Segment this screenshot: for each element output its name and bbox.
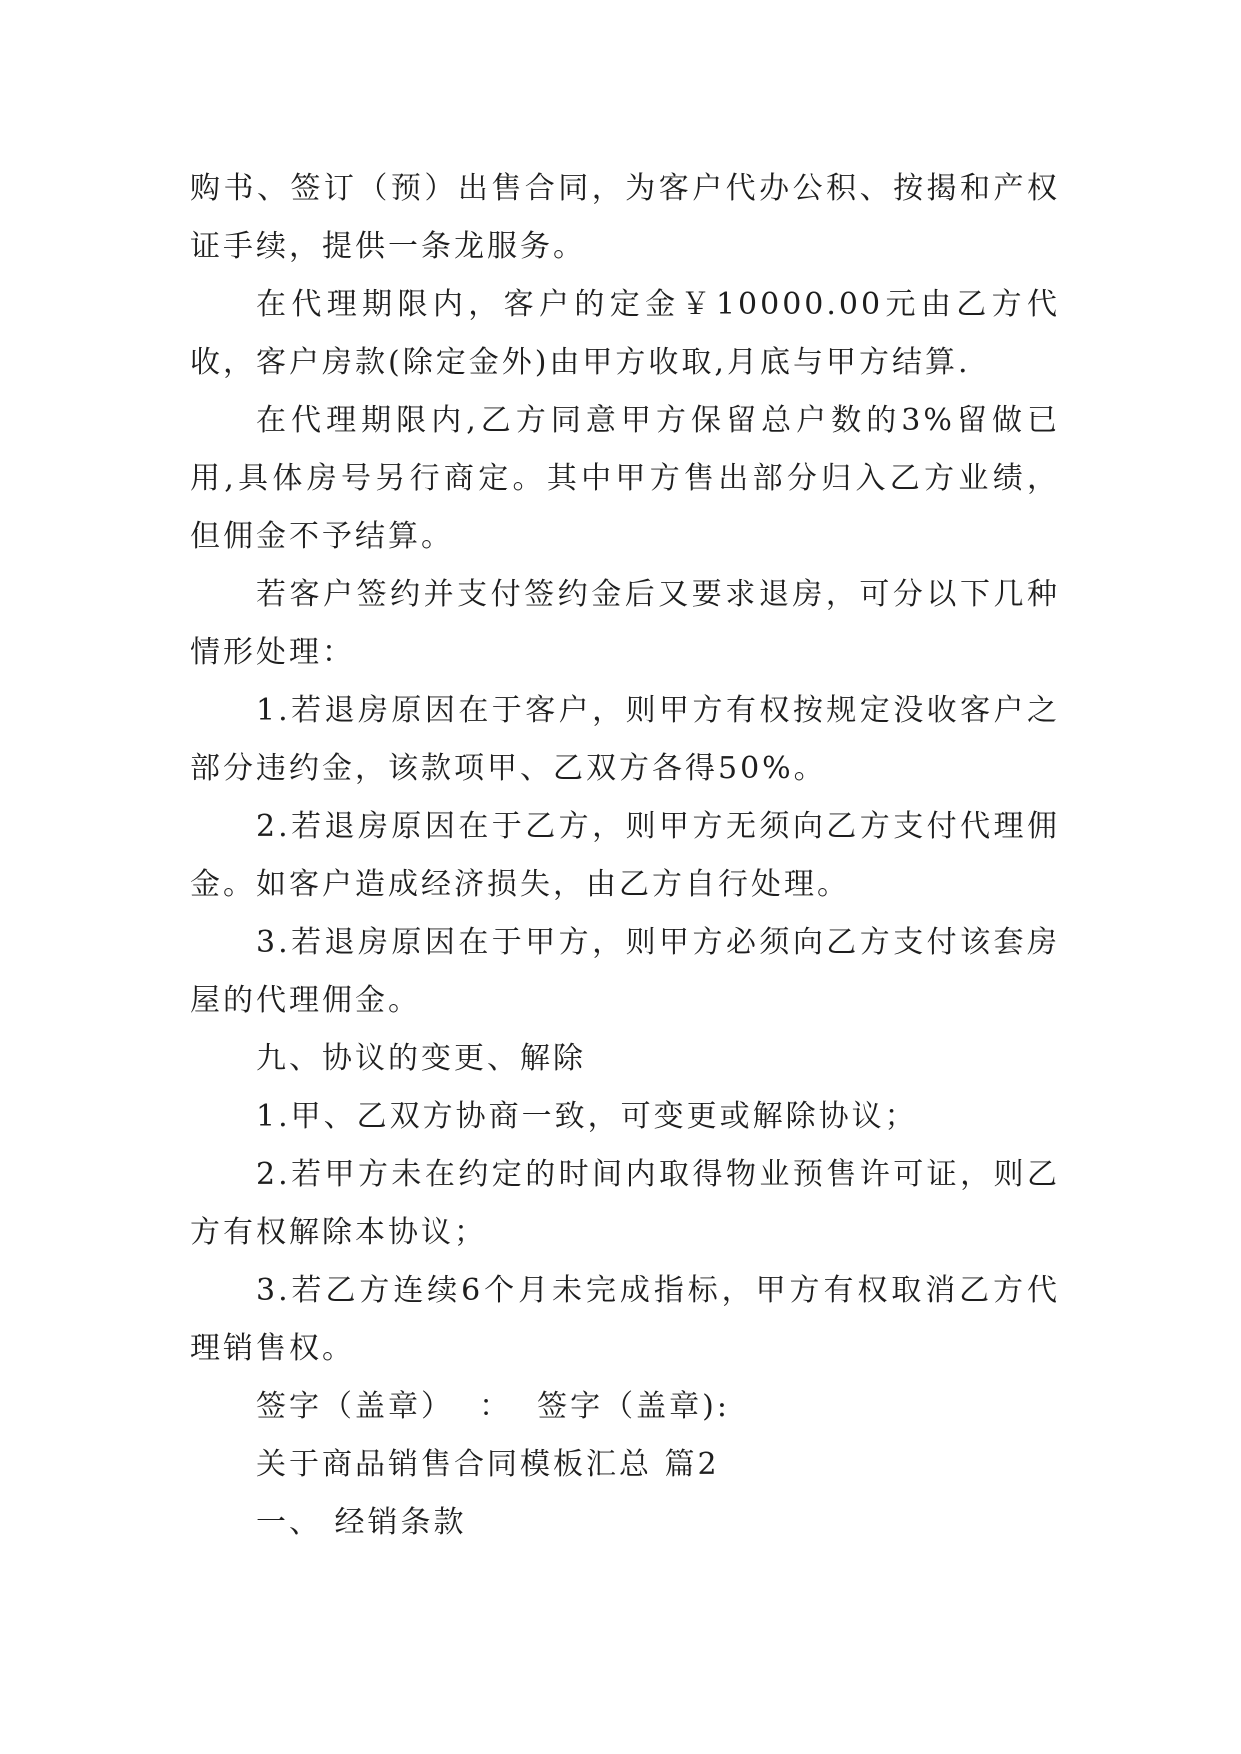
paragraph-amendment-2: 2.若甲方未在约定的时间内取得物业预售许可证，则乙方有权解除本协议；: [190, 1157, 1060, 1250]
section-title-part-2: 关于商品销售合同模板汇总 篇2: [256, 1447, 720, 1482]
paragraph-refund-case-2: 2.若退房原因在于乙方，则甲方无须向乙方支付代理佣金。如客户造成经济损失，由乙方自行处理。: [190, 809, 1060, 902]
section-heading-distribution: 一、 经销条款: [256, 1505, 467, 1540]
paragraph-refund-intro: 若客户签约并支付签约金后又要求退房，可分以下几种情形处理：: [190, 577, 1060, 670]
paragraph-refund-case-3: 3.若退房原因在于甲方，则甲方必须向乙方支付该套房屋的代理佣金。: [190, 925, 1060, 1018]
signature-line: 签字（盖章） ： 签字（盖章):: [256, 1389, 730, 1424]
paragraph-deposit: 在代理期限内，客户的定金￥10000.00元由乙方代收，客户房款(除定金外)由甲方收取,月底与甲方结算.: [190, 287, 1060, 380]
paragraph-services: 购书、签订（预）出售合同，为客户代办公积、按揭和产权证手续，提供一条龙服务。: [190, 171, 1060, 264]
document-page: [190, 160, 1060, 1552]
section-heading-amendment: 九、协议的变更、解除: [256, 1041, 586, 1076]
paragraph-amendment-3: 3.若乙方连续6个月未完成指标，甲方有权取消乙方代理销售权。: [190, 1273, 1060, 1366]
paragraph-refund-case-1: 1.若退房原因在于客户，则甲方有权按规定没收客户之部分违约金，该款项甲、乙双方各得50%。: [190, 693, 1060, 786]
paragraph-reserved-units: 在代理期限内,乙方同意甲方保留总户数的3%留做已用,具体房号另行商定。其中甲方售出部分归入乙方业绩，但佣金不予结算。: [190, 403, 1060, 554]
paragraph-amendment-1: 1.甲、乙双方协商一致，可变更或解除协议；: [256, 1099, 918, 1134]
